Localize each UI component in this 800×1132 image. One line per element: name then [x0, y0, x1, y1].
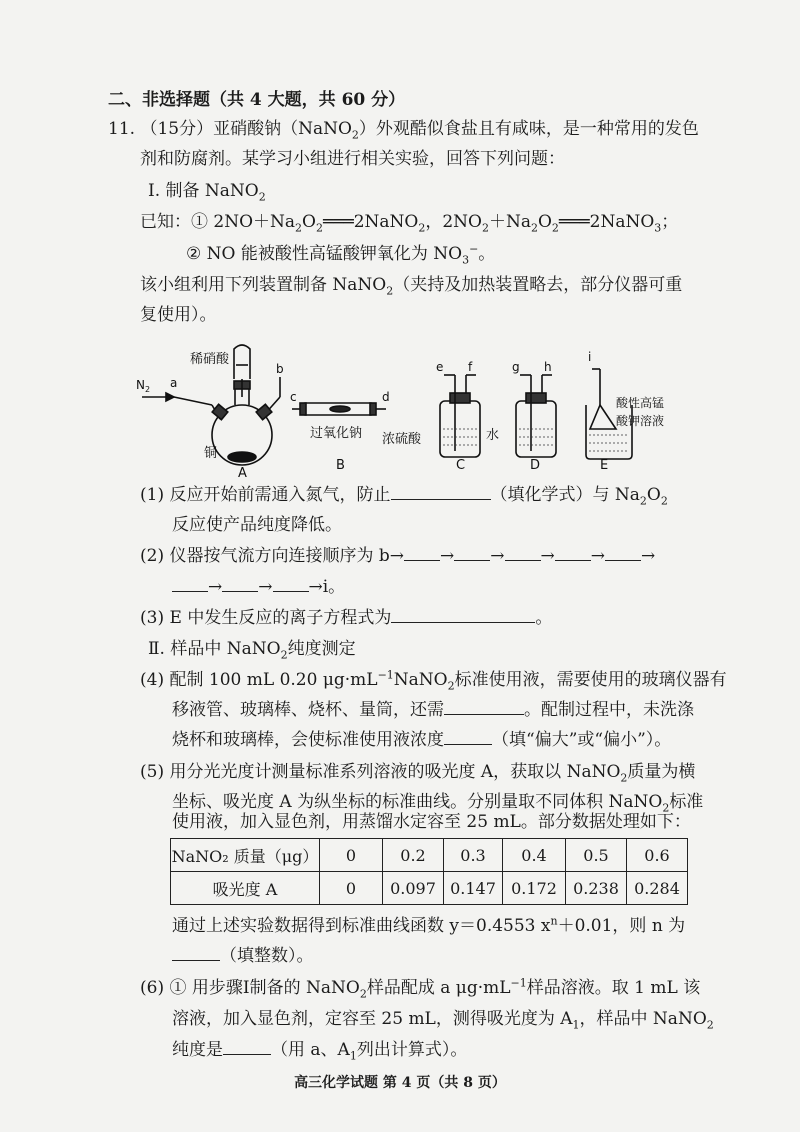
data-table — [170, 838, 688, 905]
label-kmno4-2: 酸钾溶液 — [616, 414, 665, 428]
q1-line1 — [140, 483, 668, 507]
eq-part: O — [537, 212, 552, 232]
q2-line2: → → →i。 — [172, 575, 345, 599]
q2-number: (2) — [140, 546, 165, 566]
label-h: h — [544, 360, 552, 374]
table-cell: 0.2 — [383, 839, 444, 872]
q5-text: 标准 — [669, 792, 704, 812]
q2-blank[interactable] — [273, 575, 309, 592]
q11-line1 — [108, 117, 699, 141]
tube-b-stopper — [300, 403, 306, 415]
q4-text: NaNO — [393, 670, 448, 690]
sub: 3 — [654, 221, 662, 235]
q5-answer-blank[interactable] — [172, 944, 220, 961]
q6-text: 列出计算式）。 — [356, 1040, 468, 1060]
part1-text: Ⅰ. 制备 NaNO — [148, 181, 259, 201]
setup-line1 — [140, 273, 682, 297]
eq-part: ； — [661, 212, 679, 232]
part2-text: 纯度测定 — [287, 639, 356, 659]
label-f: f — [468, 360, 473, 374]
q11-intro-part: （15分）亚硝酸钠（NaNO — [140, 119, 352, 139]
q1-answer-blank[interactable] — [391, 483, 491, 500]
label-d: d — [382, 390, 390, 404]
table-cell: 0 — [320, 839, 383, 872]
q6-text: ，样品中 NaNO — [579, 1009, 707, 1029]
q5-number: (5) — [140, 762, 165, 782]
eq-part: O — [302, 212, 316, 232]
sup: −1 — [510, 976, 527, 990]
q1-text: （填化学式）与 Na — [490, 485, 640, 505]
sub: 2 — [295, 221, 303, 235]
q5-line5 — [172, 944, 314, 968]
q5-text: 用分光光度计测量标准系列溶液的吸光度 A，获取以 NaNO — [169, 762, 621, 782]
sub: 2 — [418, 221, 426, 235]
q4-number: (4) — [140, 670, 165, 690]
label-e: e — [436, 360, 444, 374]
table-cell: 0 — [320, 872, 383, 905]
sub: 1 — [572, 1018, 580, 1032]
label-g: g — [512, 360, 520, 374]
q2-blank[interactable] — [222, 575, 258, 592]
q1-text: 反应开始前需通入氮气，防止 — [169, 485, 391, 505]
sub: 2 — [144, 385, 151, 394]
q5-text: 通过上述实验数据得到标准曲线函数 y＝0.4553 x — [172, 916, 551, 936]
flask-a-stopper-right — [256, 404, 272, 419]
n2-text: N — [136, 378, 145, 392]
q3-number: (3) — [140, 608, 165, 628]
q11-intro-part: ）外观酷似食盐且有咸味，是一种常用的发色 — [358, 119, 699, 139]
q6-text: 纯度是 — [172, 1040, 223, 1060]
q3-line — [140, 606, 552, 630]
sub: 2 — [447, 679, 455, 693]
q4-line1 — [140, 668, 727, 692]
label-na2o2: 过氧化钠 — [310, 426, 363, 441]
sub: 2 — [315, 221, 323, 235]
label-b: b — [276, 362, 284, 376]
known-note2 — [186, 242, 495, 266]
q4-text: 移液管、玻璃棒、烧杯、量筒，还需 — [172, 700, 444, 720]
sub: 2 — [620, 771, 628, 785]
q6-answer-blank[interactable] — [223, 1038, 271, 1055]
table-cell: 0.284 — [627, 872, 688, 905]
part1-title — [148, 179, 266, 203]
q5-text: （填整数）。 — [220, 946, 314, 966]
q2-line1: (2) 仪器按气流方向连接顺序为 b→ → → → → → — [140, 546, 656, 566]
eq-part: ═══2NaNO — [322, 212, 419, 232]
note2-end: 。 — [478, 244, 496, 264]
sub: 1 — [349, 1049, 357, 1063]
eq-part: ═══2NaNO — [558, 212, 655, 232]
table-cell: 0.238 — [566, 872, 627, 905]
label-n2 — [136, 378, 150, 394]
q4-text: 。配制过程中，未洗涤 — [524, 700, 694, 720]
label-c: c — [290, 390, 297, 404]
table-cell: 0.6 — [627, 839, 688, 872]
q11-number: 11. — [108, 119, 136, 139]
q6-text: 样品配成 a μg·mL — [366, 978, 511, 998]
q2-blank[interactable] — [404, 544, 440, 561]
sub: 2 — [551, 221, 559, 235]
sup: n — [550, 914, 558, 928]
label-C: C — [456, 458, 466, 473]
label-D: D — [530, 458, 541, 473]
q2-text: 仪器按气流方向连接顺序为 b→ — [169, 546, 405, 566]
page-footer: 高三化学试题 第 4 页（共 8 页） — [294, 1075, 506, 1091]
q2-blank[interactable] — [555, 544, 591, 561]
q4-text: （填“偏大”或“偏小”）。 — [492, 730, 672, 750]
q11-line2: 剂和防腐剂。某学习小组进行相关实验，回答下列问题： — [140, 149, 565, 169]
q4-text: 标准使用液，需要使用的玻璃仪器有 — [454, 670, 727, 690]
n2-arrowhead — [166, 393, 174, 401]
label-water: 水 — [486, 428, 500, 443]
table-cell: 0.3 — [444, 839, 503, 872]
q3-text: E 中发生反应的离子方程式为 — [169, 608, 392, 628]
q6-text: （用 a、A — [271, 1040, 350, 1060]
sub: 2 — [386, 284, 394, 298]
known-equations — [140, 210, 678, 234]
table-header-cell: NaNO₂ 质量（μg） — [171, 839, 320, 872]
sub: 2 — [660, 494, 668, 508]
label-i: i — [588, 350, 592, 364]
table-header-cell: 吸光度 A — [171, 872, 320, 905]
q4-text: 配制 100 mL 0.20 μg·mL — [169, 670, 378, 690]
q4-answer-blank-2[interactable] — [444, 728, 492, 745]
label-dilute-hno3: 稀硝酸 — [190, 352, 230, 367]
part2-title — [148, 637, 356, 661]
known-label: 已知：① — [140, 212, 208, 232]
q2-blank[interactable] — [505, 544, 541, 561]
sub: 2 — [359, 987, 367, 1001]
setup-text: 该小组利用下列装置制备 NaNO — [140, 275, 387, 295]
sub: 2 — [280, 648, 288, 662]
sub: 2 — [481, 221, 489, 235]
q5-line3: 使用液，加入显色剂，用蒸馏水定容至 25 mL。部分数据处理如下： — [172, 812, 691, 832]
table-cell: 0.4 — [503, 839, 566, 872]
copper-piece — [228, 452, 256, 462]
q5-line1 — [140, 760, 695, 784]
eq-part: ，2NO — [425, 212, 482, 232]
note2-text: ② NO 能被酸性高锰酸钾氧化为 NO — [186, 244, 463, 264]
flask-a-left-arm — [174, 397, 212, 405]
q6-text: 样品溶液。取 1 mL 该 — [526, 978, 701, 998]
q4-text: 烧杯和玻璃棒，会使标准使用液浓度 — [172, 730, 444, 750]
sub: 2 — [530, 221, 538, 235]
q6-text: ① 用步骤Ⅰ制备的 NaNO — [169, 978, 360, 998]
table-cell: 0.097 — [383, 872, 444, 905]
sub: 2 — [706, 1018, 714, 1032]
bottle-c-stopper — [450, 393, 470, 403]
q5-text: ＋0.01，则 n 为 — [557, 916, 686, 936]
q1-text: O — [646, 485, 661, 505]
label-kmno4-1: 酸性高锰 — [616, 396, 665, 410]
funnel-e — [590, 405, 616, 429]
sub: 3 — [462, 253, 470, 267]
q5-line4 — [172, 914, 685, 938]
label-conc-h2so4: 浓硫酸 — [382, 432, 422, 447]
dropping-funnel — [234, 345, 250, 379]
q5-text: 坐标、吸光度 A 为纵坐标的标准曲线。分别量取不同体积 NaNO — [172, 792, 663, 812]
eq-part: ＋Na — [488, 212, 531, 232]
section-title: 二、非选择题（共 4 大题，共 60 分） — [108, 90, 406, 110]
part2-text: Ⅱ. 样品中 NaNO — [148, 639, 281, 659]
q6-number: (6) — [140, 978, 165, 998]
q2-blank[interactable] — [605, 544, 641, 561]
table-cell: 0.5 — [566, 839, 627, 872]
na2o2-powder — [330, 406, 350, 412]
label-a: a — [170, 376, 178, 390]
sub: 2 — [258, 190, 266, 204]
table-cell: 0.172 — [503, 872, 566, 905]
label-E: E — [600, 458, 609, 473]
q4-line2 — [172, 698, 694, 722]
q6-line3 — [172, 1038, 467, 1062]
setup-text: （夹持及加热装置略去，部分仪器可重 — [393, 275, 683, 295]
apparatus-diagram — [130, 335, 690, 480]
q6-line1 — [140, 976, 700, 1000]
label-A: A — [238, 466, 247, 480]
table-cell: 0.147 — [444, 872, 503, 905]
q4-line3 — [172, 728, 671, 752]
sup: −1 — [377, 668, 394, 682]
label-copper: 铜 — [204, 446, 218, 461]
q6-text: 溶液，加入显色剂，定容至 25 mL，测得吸光度为 A — [172, 1009, 573, 1029]
sup: − — [469, 242, 479, 256]
q5-text: 质量为横 — [627, 762, 696, 782]
table-row — [171, 839, 688, 872]
table-row — [171, 872, 688, 905]
sub: 2 — [351, 128, 359, 142]
label-B: B — [336, 458, 345, 473]
eq-part: 2NO＋Na — [213, 212, 296, 232]
q4-answer-blank-1[interactable] — [444, 698, 524, 715]
setup-line2: 复使用）。 — [140, 305, 217, 325]
bottle-d-stopper — [526, 393, 546, 403]
q2-end: →i。 — [308, 577, 346, 597]
q2-blank[interactable] — [172, 575, 208, 592]
q1-line2: 反应使产品纯度降低。 — [172, 515, 342, 535]
sub: 2 — [662, 801, 670, 815]
q3-end: 。 — [535, 608, 553, 628]
q2-blank[interactable] — [454, 544, 490, 561]
q3-answer-blank[interactable] — [391, 606, 535, 623]
q6-line2 — [172, 1007, 714, 1031]
flask-a-stopper-left — [212, 404, 228, 419]
sub: 2 — [639, 494, 647, 508]
tube-b-stopper — [370, 403, 376, 415]
q1-number: (1) — [140, 485, 165, 505]
